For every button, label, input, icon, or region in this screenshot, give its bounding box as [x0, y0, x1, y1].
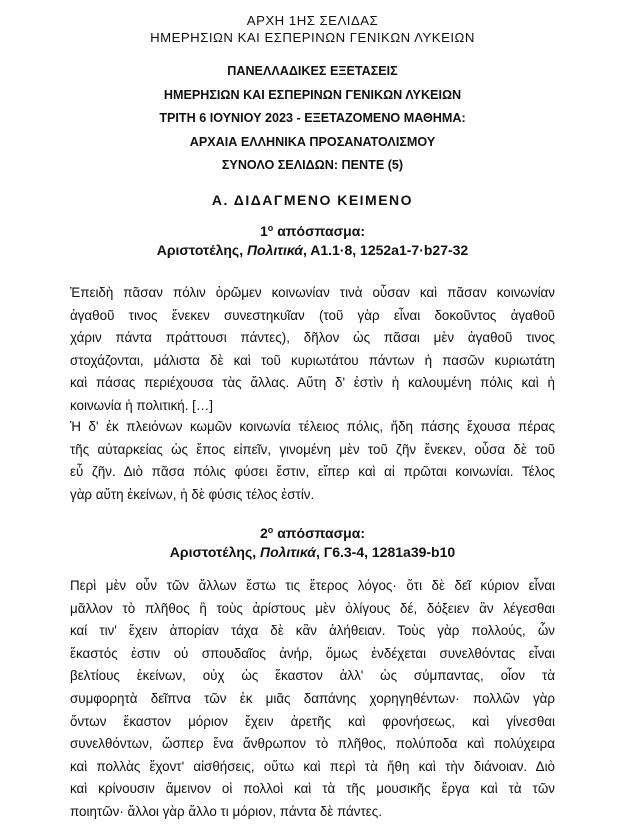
excerpt-2-author: Αριστοτέλης, — [169, 544, 261, 560]
excerpt-1-paragraph-2 — [70, 416, 555, 506]
text-line: Ἐπειδὴ πᾶσαν πόλιν ὁρῶμεν κοινωνίαν τινὰ οὖσαν καὶ πᾶσαν κοινωνίαν — [70, 285, 555, 300]
text-line: συμφορητὰ δεῖπνα τῶν ἐκ μιᾶς δαπάνης χορηγηθέντων· πολλῶν γὰρ — [70, 690, 555, 706]
excerpt-1-author: Αριστοτέλης, — [156, 242, 247, 258]
excerpt-2-heading — [0, 524, 625, 562]
text-line: κοινωνία ἡ πολιτική. […] — [70, 397, 213, 413]
text-line: στοχάζονται, μάλιστα δὲ καὶ τοῦ κυριωτάτου πάντων ἡ πασῶν κυριωτάτη — [70, 352, 555, 368]
text-line: βελτίους ἐκείνων, οὐχ ὡς ἕκαστον ἀλλ' ὡς σύμπαντας, οἷον τὰ — [70, 668, 555, 684]
text-line: καὶ πολλὰς ἔχοντ' αἰσθήσεις, οὕτω καὶ περὶ τὰ ἤθη καὶ τὴν διάνοιαν. Διὸ — [70, 758, 555, 774]
text-line: συνελθόντων, ὥσπερ ἕνα ἄνθρωπον τὸ πλῆθος, πολύποδα καὶ πολύχειρα — [70, 736, 555, 752]
excerpt-1-heading — [0, 222, 625, 260]
text-line: καὶ πάσας περιέχουσα τὰς ἄλλας. Αὕτη δ' ἐστὶν ἡ καλουμένη πόλις καὶ ἡ — [70, 375, 555, 391]
text-line: εὖ ζῆν. Διὸ πᾶσα πόλις φύσει ἔστιν, εἴπερ καὶ αἱ πρῶται κοινωνίαι. Τέλος — [70, 464, 555, 480]
exam-subject: ΑΡΧΑΙΑ ΕΛΛΗΝΙΚΑ ΠΡΟΣΑΝΑΤΟΛΙΣΜΟΥ — [189, 134, 436, 149]
excerpt-2-number: 2 — [260, 525, 268, 541]
excerpt-1-number: 1 — [260, 223, 268, 239]
page-start-label: ΑΡΧΗ 1ΗΣ ΣΕΛΙΔΑΣ — [246, 13, 379, 28]
excerpt-1-paragraph-1 — [70, 282, 555, 418]
text-line: ἀγαθοῦ τινος ἕνεκεν συνεστηκυῖαν (τοῦ γὰρ εἶναι δοκοῦντος ἀγαθοῦ — [70, 307, 555, 323]
text-line: Περὶ μὲν οὖν τῶν ἄλλων ἔστω τις ἕτερος λόγος· ὅτι δὲ δεῖ κύριον εἶναι — [70, 578, 555, 593]
exam-schools: ΗΜΕΡΗΣΙΩΝ ΚΑΙ ΕΣΠΕΡΙΝΩΝ ΓΕΝΙΚΩΝ ΛΥΚΕΙΩΝ — [163, 87, 462, 102]
text-line: ἕκαστός ἐστιν οὐ σπουδαῖος ἀνήρ, ὅμως ἐνδέχεται συνελθόντας εἶναι — [70, 645, 555, 661]
exam-date-subject: ΤΡΙΤΗ 6 ΙΟΥΝΙΟΥ 2023 - ΕΞΕΤΑΖΟΜΕΝΟ ΜΑΘΗΜΑ: — [159, 111, 466, 125]
excerpt-2-work: Πολιτικά — [260, 544, 316, 560]
text-line: μᾶλλον τὸ πλῆθος ἢ τοὺς ἀρίστους μὲν ὀλίγους δέ, δόξειεν ἂν λέγεσθαι — [70, 600, 555, 616]
text-line: Ἡ δ' ἐκ πλειόνων κωμῶν κοινωνία τέλειος πόλις, ἤδη πάσης ἔχουσα πέρας — [70, 419, 555, 434]
excerpt-2-ordinal: ο — [267, 525, 274, 535]
excerpt-1-ref: , Α1.1·8, 1252a1-7·b27-32 — [302, 242, 469, 258]
exam-page-count: ΣΥΝΟΛΟ ΣΕΛΙΔΩΝ: ΠΕΝΤΕ (5) — [221, 158, 404, 172]
text-line: χάριν πάντα πράττουσι πάντες), δῆλον ὡς πᾶσαι μὲν ἀγαθοῦ τινος — [70, 330, 555, 346]
excerpt-2-label-line — [0, 524, 625, 543]
excerpt-2-ref: , Γ6.3-4, 1281a39-b10 — [316, 544, 456, 560]
excerpt-1-work: Πολιτικά — [247, 242, 303, 258]
excerpt-2-paragraph-1 — [70, 575, 555, 824]
excerpt-2-label: απόσπασμα: — [277, 525, 365, 541]
text-line: ποιητῶν· ἄλλοι γὰρ ἄλλο τι μόριον, πάντα δὲ πάντες. — [70, 803, 382, 819]
excerpt-1-source — [0, 241, 625, 260]
excerpt-1-ordinal: ο — [267, 223, 274, 233]
exam-title: ΠΑΝΕΛΛΑΔΙΚΕΣ ΕΞΕΤΑΣΕΙΣ — [227, 64, 398, 78]
excerpt-2-source — [0, 543, 625, 562]
text-line: ὄντων ἕκαστον μόριον ἔχειν ἀρετῆς καὶ φρονήσεως, καὶ γίνεσθαι — [70, 713, 555, 729]
page-header — [0, 12, 625, 46]
exam-info-block — [0, 60, 625, 178]
text-line: γὰρ αὕτη ἐκείνων, ἡ δὲ φύσις τέλος ἐστίν. — [70, 486, 315, 502]
text-line: τῆς αὐταρκείας ὡς ἔπος εἰπεῖν, γινομένη μὲν τοῦ ζῆν ἕνεκεν, οὖσα δὲ τοῦ — [70, 441, 555, 457]
text-line: καί τιν' ἔχειν ἀπορίαν τάχα δὲ κἂν ἀλήθειαν. Τοὺς γὰρ πολλούς, ὧν — [70, 623, 555, 639]
excerpt-1-label-line — [0, 222, 625, 241]
excerpt-1-label: απόσπασμα: — [277, 223, 365, 239]
section-title: Α. ΔΙΔΑΓΜΕΝΟ ΚΕΙΜΕΝΟ — [211, 192, 414, 208]
text-line: καὶ κρίνουσιν ἄμεινον οἱ πολλοὶ καὶ τὰ τῆς μουσικῆς ἔργα καὶ τὰ τῶν — [70, 781, 555, 797]
school-type-label: ΗΜΕΡΗΣΙΩΝ ΚΑΙ ΕΣΠΕΡΙΝΩΝ ΓΕΝΙΚΩΝ ΛΥΚΕΙΩΝ — [150, 30, 475, 45]
